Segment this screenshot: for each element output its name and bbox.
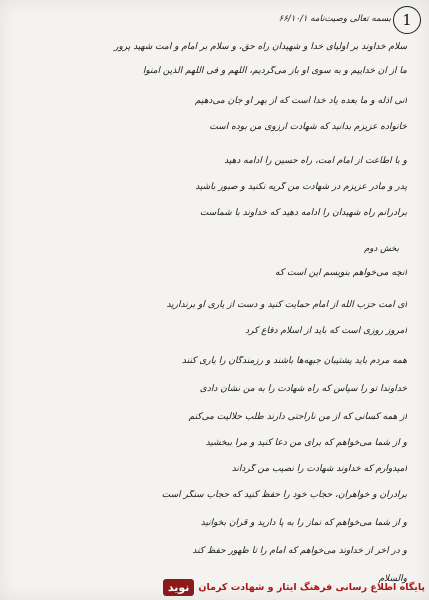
text-line: امروز روزی است که باید از اسلام دفاع کرد xyxy=(245,326,407,336)
text-line: و از شما می‌خواهم که برای من دعا کنید و مرا ببخشید xyxy=(205,438,407,448)
text-line: پدر و مادر عزیزم در شهادت من گریه نکنید و صبور باشید xyxy=(195,182,407,192)
text-line: از همه کسانی که از من ناراحتی دارند طلب حلالیت می‌کنم xyxy=(188,412,407,422)
watermark-text: پایگاه اطلاع رسانی فرهنگ ایثار و شهادت کرمان xyxy=(198,582,425,593)
text-line: برادران و خواهران، حجاب خود را حفظ کنید که حجاب سنگر است xyxy=(161,490,407,500)
text-line: آنچه می‌خواهم بنویسم این است که xyxy=(275,268,407,278)
text-line: همه مردم باید پشتیبان جبهه‌ها باشند و رزمندگان را یاری کنند xyxy=(181,356,407,366)
text-line: امیدوارم که خداوند شهادت را نصیب من گرداند xyxy=(231,464,407,474)
text-line: و در آخر از خداوند می‌خواهم که امام را تا ظهور حفظ کند xyxy=(192,546,407,556)
text-line: انی اذله و ما بعده یاد خدا است که از بهر او جان می‌دهیم xyxy=(194,96,407,106)
text-line: و با اطاعت از امام امت، راه حسین را ادامه دهید xyxy=(224,156,407,166)
source-watermark xyxy=(163,579,425,596)
text-line: ای امت حزب الله از امام حمایت کنید و دست از یاری او برندارید xyxy=(166,300,407,310)
text-line: خانواده عزیزم بدانید که شهادت آرزوی من بوده است xyxy=(209,122,407,132)
text-line: والسلام xyxy=(378,574,407,584)
watermark-logo: نوید xyxy=(163,579,195,596)
text-line: برادرانم راه شهیدان را ادامه دهید که خداوند با شماست xyxy=(199,208,407,218)
text-line: خداوندا تو را سپاس که راه شهادت را به من نشان دادی xyxy=(199,384,407,394)
text-line: و از شما می‌خواهم که نماز را به پا دارید و قرآن بخوانید xyxy=(200,518,407,528)
text-line: ما از آن خداییم و به سوی او باز می‌گردیم، اللهم و فی اللهم الذین آمنوا xyxy=(142,66,407,76)
section-heading: بخش دوم xyxy=(364,244,399,254)
text-line: سلام خداوند بر اولیای خدا و شهیدان راه حق، و سلام بر امام و امت شهید پرور xyxy=(114,42,407,52)
header-line: بسمه تعالی وصیت‌نامه ۶۶/۱۰/۱ xyxy=(278,14,391,24)
page-number: 1 xyxy=(393,6,421,34)
